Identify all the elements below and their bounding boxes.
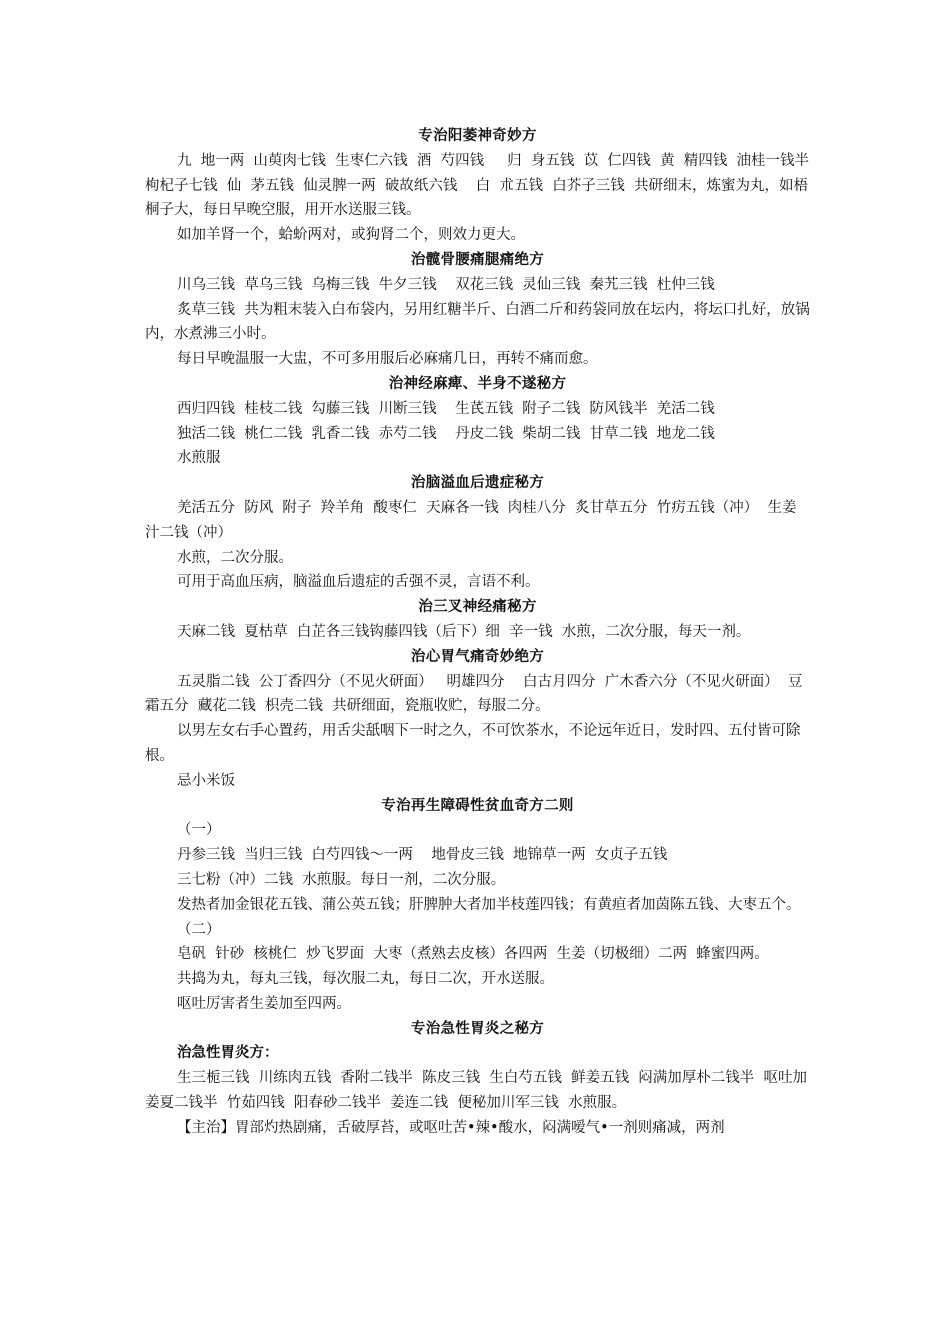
paragraph: 炙草三钱 共为粗末装入白布袋内，另用红糖半斤、白酒二斤和药袋同放在坛内，将坛口扎好，放锅内，水煮沸三小时。 <box>145 301 810 343</box>
paragraph: 川乌三钱 草乌三钱 乌梅三钱 牛夕三钱 双花三钱 灵仙三钱 秦艽三钱 杜仲三钱 <box>177 276 715 293</box>
section-title: 治三叉神经痛秘方 <box>418 599 537 616</box>
paragraph: 如加羊肾一个，蛤蚧两对，或狗肾二个，则效力更大。 <box>177 227 525 244</box>
paragraph: 五灵脂二钱 公丁香四分（不见火研面） 明雄四分 白古月四分 广木香六分（不见火研面） 豆霜五分 藏花二钱 枳壳二钱 共研细面，瓷瓶收贮，每服二分。 <box>145 673 803 715</box>
section-4 <box>145 471 810 595</box>
paragraph: 西归四钱 桂枝二钱 勾藤三钱 川断三钱 生芪五钱 附子二钱 防风钱半 羌活二钱 <box>177 400 715 417</box>
paragraph: 羌活五分 防风 附子 羚羊角 酸枣仁 天麻各一钱 肉桂八分 炙甘草五分 竹疠五钱（冲） 生姜汁二钱（冲） <box>145 499 797 541</box>
section-subtitle: 治急性胃炎方： <box>177 1045 279 1062</box>
paragraph: 皂矾 针砂 核桃仁 炒飞罗面 大枣（煮熟去皮核）各四两 生姜（切极细）二两 蜂蜜四两。 <box>177 946 769 963</box>
paragraph: 三七粉（冲）二钱 水煎服。每日一剂，二次分服。 <box>177 871 506 888</box>
section-2 <box>145 248 810 372</box>
section-title: 治脑溢血后遗症秘方 <box>410 475 545 492</box>
paragraph: 生三栀三钱 川练肉五钱 香附二钱半 陈皮三钱 生白芍五钱 鲜姜五钱 闷满加厚朴二钱半 呕吐加姜夏二钱半 竹茹四钱 阳春砂二钱半 姜连二钱 便秘加川军三钱 水煎服。 <box>145 1070 808 1112</box>
section-5 <box>145 595 810 645</box>
document-page <box>145 124 828 1141</box>
paragraph: 天麻二钱 夏枯草 白芷各三钱钩藤四钱（后下）细 辛一钱 水煎，二次分服，每天一剂。 <box>177 623 751 640</box>
section-8 <box>145 1017 810 1141</box>
paragraph: 水煎，二次分服。 <box>177 549 293 566</box>
paragraph: 发热者加金银花五钱、蒲公英五钱；肝脾肿大者加半枝莲四钱；有黄疸者加茵陈五钱、大枣五个。 <box>177 896 801 913</box>
section-title: 治神经麻痺、半身不遂秘方 <box>388 375 567 392</box>
paragraph: 呕吐厉害者生姜加至四两。 <box>177 995 351 1012</box>
paragraph: 每日早晚温服一大盅，不可多用服后必麻痛几日，再转不痛而愈。 <box>177 351 598 368</box>
paragraph: 九 地一两 山萸肉七钱 生枣仁六钱 酒 芍四钱 归 身五钱 苡 仁四钱 黄 精四钱 油桂一钱半 枸杞子七钱 仙 茅五钱 仙灵脾一两 破故纸六钱 白 朮五钱 白芥子三钱 共研细末，炼蜜为丸，如梧桐子大，每日早晚空服，用开水送服三钱。 <box>145 152 828 219</box>
section-6 <box>145 645 810 794</box>
paragraph: 以男左女右手心置药，用舌尖舐咽下一时之久，不可饮茶水，不论远年近日，发时四、五付皆可除根。 <box>145 723 801 764</box>
paragraph: 可用于高血压病，脑溢血后遗症的舌强不灵，言语不利。 <box>177 574 540 591</box>
section-3 <box>145 372 810 471</box>
paragraph: 【主治】胃部灼热剧痛，舌破厚苔，或呕吐苦•辣•酸水，闷满嗳气•一剂则痛减，两剂 <box>177 1119 725 1136</box>
section-1 <box>145 124 828 248</box>
paragraph: 忌小米饭 <box>177 772 235 789</box>
paragraph: （二） <box>177 921 221 938</box>
paragraph: 水煎服 <box>177 450 221 467</box>
section-title: 专治阳萎神奇妙方 <box>418 128 537 144</box>
paragraph: （一） <box>177 822 221 839</box>
section-title: 治心胃气痛奇妙绝方 <box>410 648 545 665</box>
paragraph: 独活二钱 桃仁二钱 乳香二钱 赤芍二钱 丹皮二钱 柴胡二钱 甘草二钱 地龙二钱 <box>177 425 715 442</box>
section-title: 治髋骨腰痛腿痛绝方 <box>410 251 545 268</box>
paragraph: 共捣为丸，每丸三钱，每次服二丸，每日二次，开水送服。 <box>177 971 554 988</box>
section-title: 专治急性胃炎之秘方 <box>410 1020 545 1037</box>
section-title: 专治再生障碍性贫血奇方二则 <box>381 797 574 814</box>
section-7 <box>145 794 810 1017</box>
paragraph: 丹参三钱 当归三钱 白芍四钱～一两 地骨皮三钱 地锦草一两 女贞子五钱 <box>177 847 668 864</box>
